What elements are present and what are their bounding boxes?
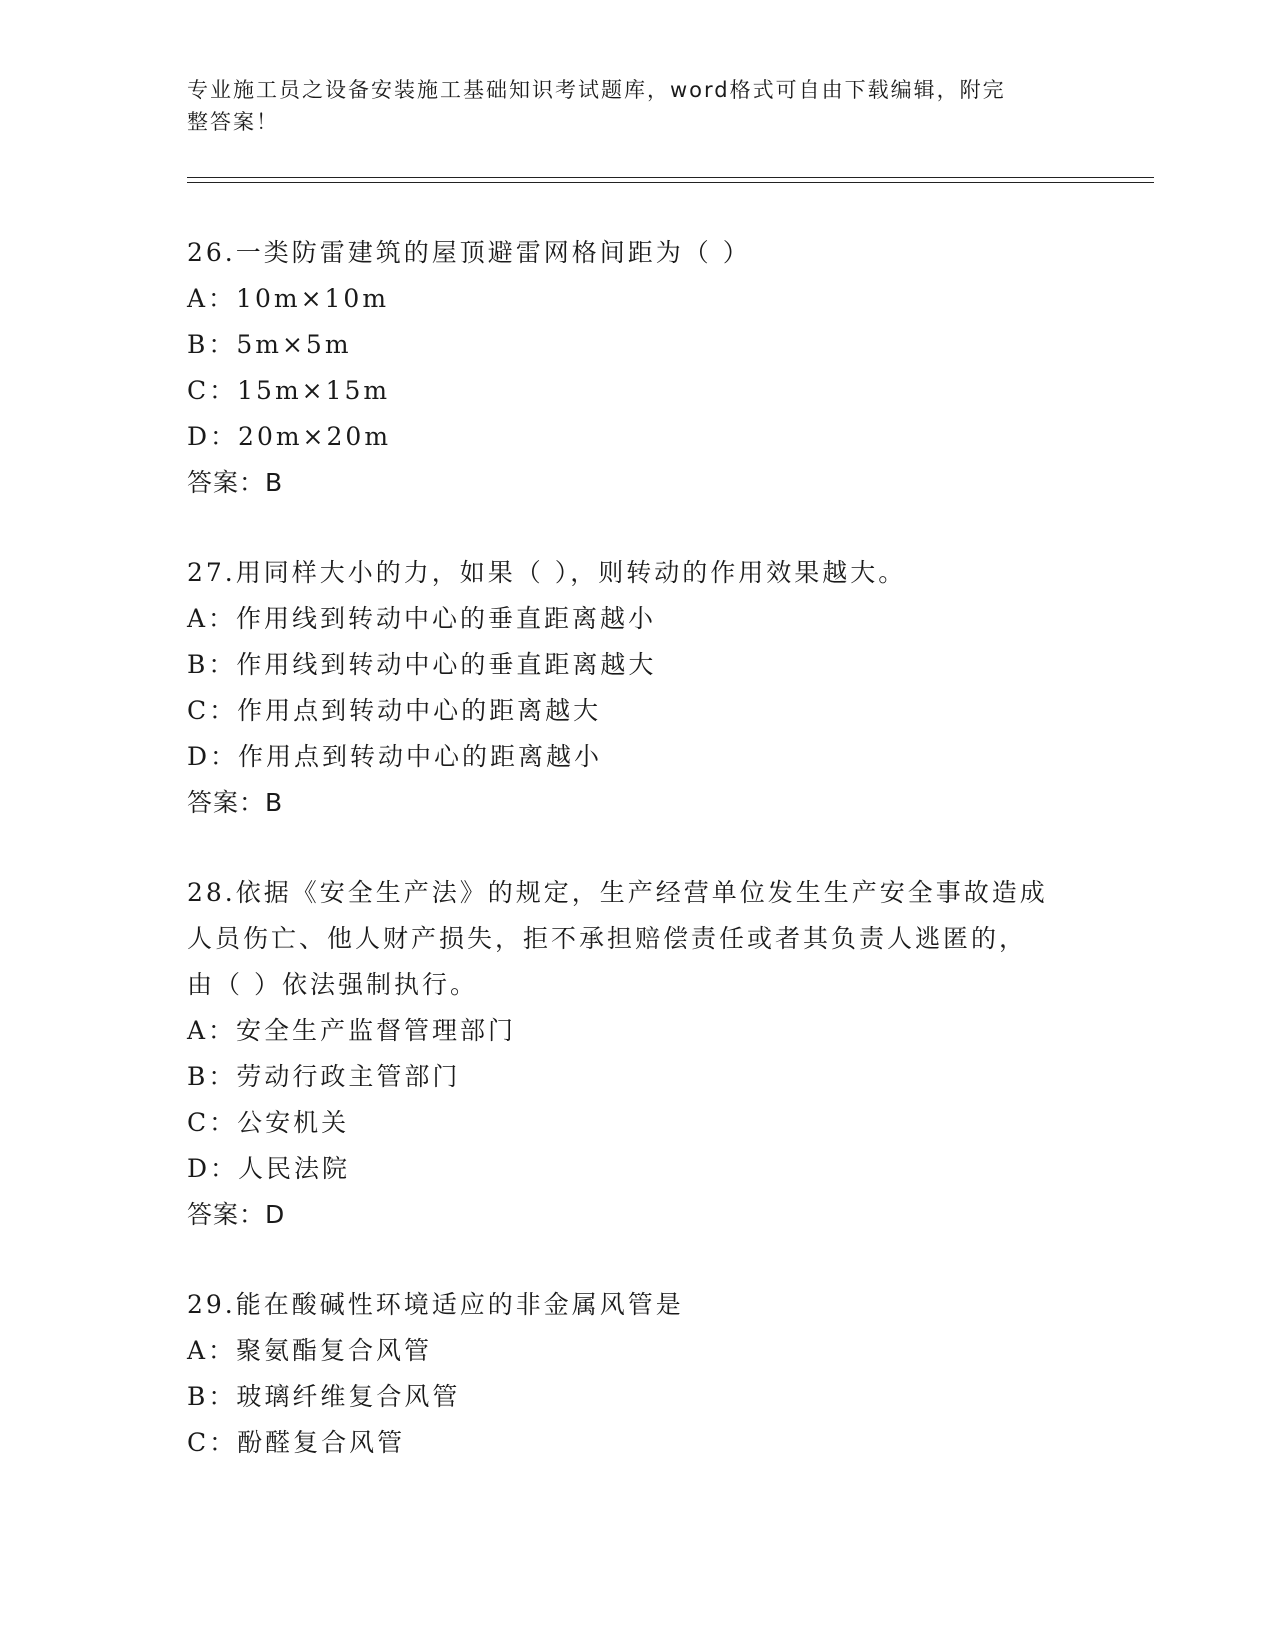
answer: 答案：D: [187, 1200, 286, 1229]
question-27: [187, 550, 1087, 826]
option-c: C：酚醛复合风管: [187, 1428, 406, 1457]
header-line-2: 整答案！: [187, 110, 279, 134]
option-a: A：作用线到转动中心的垂直距离越小: [187, 604, 657, 633]
option-b: B：劳动行政主管部门: [187, 1062, 461, 1091]
option-d: D：20m×20m: [187, 422, 392, 451]
option-d: D：人民法院: [187, 1154, 351, 1183]
option-a: A：10m×10m: [187, 284, 390, 313]
option-b: B：5m×5m: [187, 330, 352, 359]
question-stem-line-3: 由（ ）依法强制执行。: [187, 970, 478, 999]
answer: 答案：B: [187, 788, 284, 817]
option-c: C：公安机关: [187, 1108, 350, 1137]
option-c: C：作用点到转动中心的距离越大: [187, 696, 602, 725]
question-29: [187, 1282, 1087, 1466]
option-c: C：15m×15m: [187, 376, 391, 405]
question-stem-line-1: 28.依据《安全生产法》的规定，生产经营单位发生生产安全事故造成: [187, 878, 1048, 907]
header-rule-bottom: [187, 182, 1154, 183]
question-list: [187, 230, 1087, 1510]
question-28: [187, 870, 1087, 1238]
question-stem: 29.能在酸碱性环境适应的非金属风管是: [187, 1290, 684, 1319]
question-stem: 26.一类防雷建筑的屋顶避雷网格间距为（ ）: [187, 238, 751, 267]
header-line-1: 专业施工员之设备安装施工基础知识考试题库，word格式可自由下载编辑，附完: [187, 78, 1006, 102]
question-stem: 27.用同样大小的力，如果（ ），则转动的作用效果越大。: [187, 558, 907, 587]
header-rule-top: [187, 177, 1154, 178]
answer: 答案：B: [187, 468, 284, 497]
option-b: B：玻璃纤维复合风管: [187, 1382, 461, 1411]
option-a: A：聚氨酯复合风管: [187, 1336, 433, 1365]
option-d: D：作用点到转动中心的距离越小: [187, 742, 603, 771]
question-stem-line-2: 人员伤亡、他人财产损失，拒不承担赔偿责任或者其负责人逃匿的，: [187, 924, 1028, 953]
option-b: B：作用线到转动中心的垂直距离越大: [187, 650, 657, 679]
document-header: [187, 74, 1067, 138]
option-a: A：安全生产监督管理部门: [187, 1016, 517, 1045]
question-26: [187, 230, 1087, 506]
